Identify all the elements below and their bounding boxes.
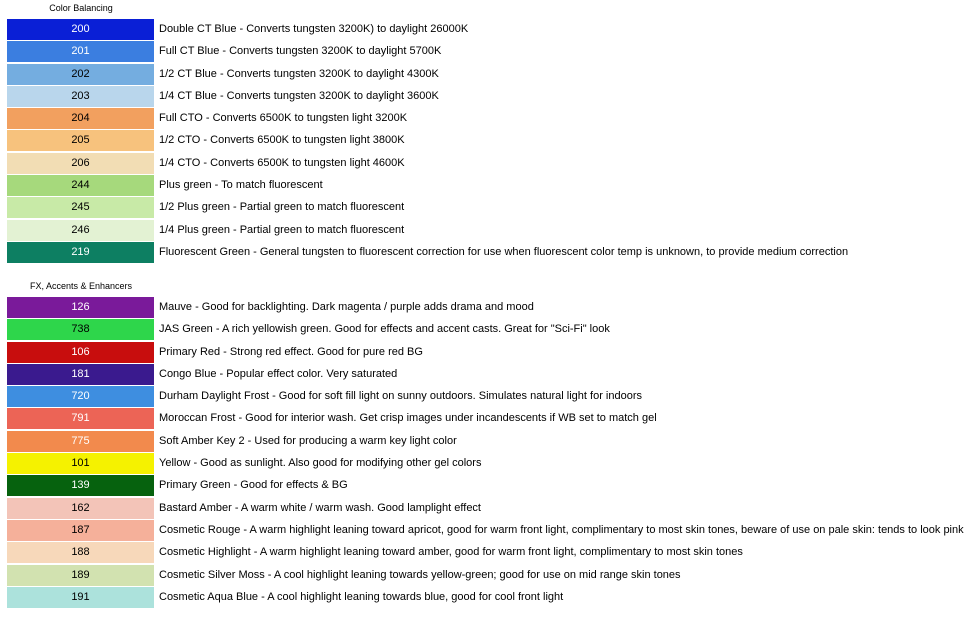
gel-description: Full CT Blue - Converts tungsten 3200K to daylight 5700K — [159, 45, 442, 58]
gel-row — [7, 520, 962, 542]
gel-row — [7, 386, 962, 408]
gel-description: Primary Green - Good for effects & BG — [159, 479, 348, 492]
gel-description: Fluorescent Green - General tungsten to fluorescent correction for use when fluorescent color temp is unknown, to provide medium correction — [159, 245, 849, 258]
gel-description: Soft Amber Key 2 - Used for producing a warm key light color — [159, 434, 457, 447]
gel-swatch: 791 — [7, 408, 154, 429]
gel-description: Durham Daylight Frost - Good for soft fill light on sunny outdoors. Simulates natural light for indoors — [159, 390, 643, 403]
gel-row — [7, 130, 962, 152]
gel-swatch: 720 — [7, 386, 154, 407]
gel-swatch: 245 — [7, 197, 154, 218]
section-title-color-balancing: Color Balancing — [49, 3, 113, 13]
gel-swatch: 126 — [7, 297, 154, 318]
gel-row — [7, 475, 962, 497]
gel-swatch: 188 — [7, 542, 154, 563]
gel-swatch: 206 — [7, 153, 154, 174]
gel-description: Mauve - Good for backlighting. Dark magenta / purple adds drama and mood — [159, 301, 534, 313]
gel-description: 1/4 Plus green - Partial green to match fluorescent — [159, 223, 405, 236]
gel-description: Cosmetic Silver Moss - A cool highlight leaning towards yellow-green; good for use on mid range skin tones — [159, 568, 681, 581]
gel-swatch: 246 — [7, 220, 154, 241]
gel-swatch: 203 — [7, 86, 154, 107]
gel-row — [7, 297, 962, 319]
gel-row — [7, 242, 962, 264]
gel-description: Cosmetic Highlight - A warm highlight leaning toward amber, good for warm front light, complimentary to most skin tones — [159, 546, 743, 559]
color-balancing-list — [7, 19, 962, 264]
gel-row — [7, 41, 962, 63]
gel-row — [7, 108, 962, 130]
gel-row — [7, 153, 962, 175]
gel-swatch: 101 — [7, 453, 154, 474]
gel-swatch: 204 — [7, 108, 154, 129]
gel-description: 1/2 Plus green - Partial green to match fluorescent — [159, 201, 405, 214]
gel-swatch: 200 — [7, 19, 154, 40]
gel-swatch: 191 — [7, 587, 154, 608]
gel-swatch: 202 — [7, 64, 154, 85]
gel-row — [7, 64, 962, 86]
gel-swatch: 187 — [7, 520, 154, 541]
gel-swatch: 106 — [7, 342, 154, 363]
gel-description: 1/4 CTO - Converts 6500K to tungsten light 4600K — [159, 156, 405, 169]
gel-swatch: 244 — [7, 175, 154, 196]
gel-description: Moroccan Frost - Good for interior wash. Get crisp images under incandescents if WB set to match gel — [159, 412, 657, 425]
section-title-fx-accents: FX, Accents & Enhancers — [29, 281, 133, 291]
gel-row — [7, 431, 962, 453]
gel-row — [7, 342, 962, 364]
gel-row — [7, 408, 962, 430]
gel-description: 1/2 CTO - Converts 6500K to tungsten light 3800K — [159, 134, 405, 147]
gel-description: Plus green - To match fluorescent — [159, 179, 323, 192]
gel-description: 1/4 CT Blue - Converts tungsten 3200K to daylight 3600K — [159, 89, 439, 102]
gel-description: Cosmetic Aqua Blue - A cool highlight leaning towards blue, good for cool front light — [159, 590, 564, 603]
gel-description: Yellow - Good as sunlight. Also good for modifying other gel colors — [159, 457, 482, 470]
gel-description: Full CTO - Converts 6500K to tungsten light 3200K — [159, 112, 408, 125]
gel-row — [7, 319, 962, 341]
gel-row — [7, 587, 962, 609]
gel-description: Cosmetic Rouge - A warm highlight leaning toward apricot, good for warm front light, complimentary to most skin tones, beware of use on pale skin: tends to look pink — [159, 523, 964, 536]
gel-swatch: 775 — [7, 431, 154, 452]
gel-swatch: 738 — [7, 319, 154, 340]
gel-swatch: 162 — [7, 498, 154, 519]
gel-swatch: 189 — [7, 565, 154, 586]
gel-row — [7, 19, 962, 41]
gel-description: Double CT Blue - Converts tungsten 3200K) to daylight 26000K — [159, 23, 469, 35]
gel-row — [7, 542, 962, 564]
gel-row — [7, 453, 962, 475]
gel-swatch: 205 — [7, 130, 154, 151]
gel-description: Primary Red - Strong red effect. Good for pure red BG — [159, 345, 423, 358]
gel-swatch: 181 — [7, 364, 154, 385]
gel-swatch: 219 — [7, 242, 154, 263]
gel-swatch: 139 — [7, 475, 154, 496]
gel-row — [7, 565, 962, 587]
gel-row — [7, 364, 962, 386]
gel-row — [7, 86, 962, 108]
gel-row — [7, 220, 962, 242]
gel-description: JAS Green - A rich yellowish green. Good for effects and accent casts. Great for "Sci-Fi" look — [159, 323, 610, 336]
gel-row — [7, 197, 962, 219]
gel-description: Bastard Amber - A warm white / warm wash. Good lamplight effect — [159, 501, 481, 514]
gel-row — [7, 498, 962, 520]
gel-description: Congo Blue - Popular effect color. Very saturated — [159, 367, 398, 380]
fx-accents-list — [7, 297, 962, 609]
gel-description: 1/2 CT Blue - Converts tungsten 3200K to daylight 4300K — [159, 67, 439, 80]
gel-row — [7, 175, 962, 197]
gel-swatch: 201 — [7, 41, 154, 62]
